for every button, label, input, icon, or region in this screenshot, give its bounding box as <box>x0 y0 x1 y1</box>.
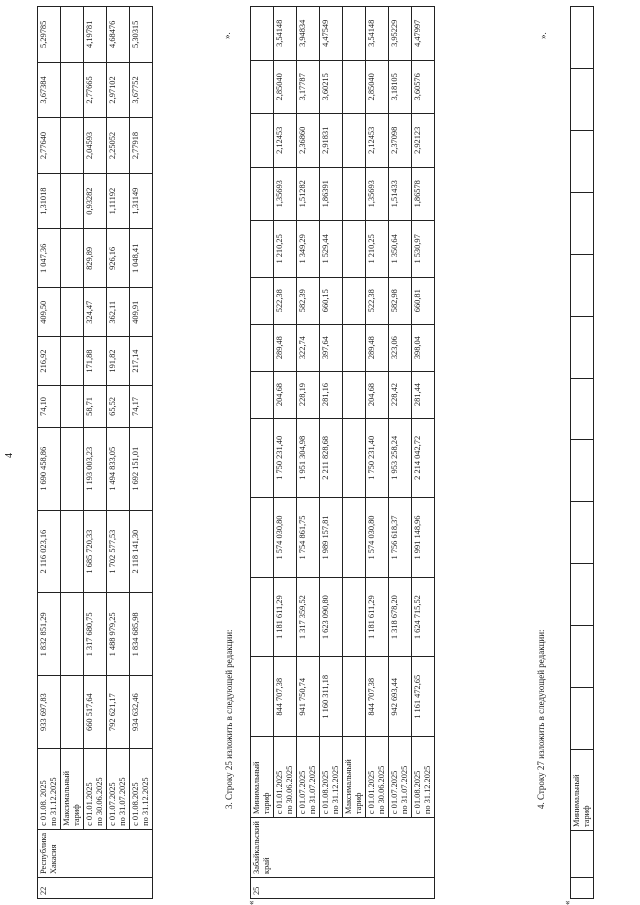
value-cell: 1,86578 <box>412 167 435 220</box>
value-cell: 1 702 577,53 <box>107 510 130 593</box>
value-cell: 4,68476 <box>107 7 130 63</box>
value-cell: 65,52 <box>107 385 130 427</box>
closing-quote: ». <box>538 32 548 39</box>
value-cell: 2,36860 <box>297 114 320 167</box>
period-cell: с 01.08.2025 по 31.12.2025 <box>130 748 153 829</box>
value-cell: 660 517,64 <box>84 676 107 749</box>
value-cell: 2,77665 <box>84 62 107 118</box>
value-cell: 228,19 <box>297 371 320 418</box>
value-cell: 3,60215 <box>320 60 343 113</box>
value-cell: 74,10 <box>38 385 61 427</box>
value-cell: 1 832 851,29 <box>38 593 61 676</box>
value-cell: 1 181 611,29 <box>274 577 297 657</box>
value-cell: 58,71 <box>84 385 107 427</box>
value-cell: 74,17 <box>130 385 153 427</box>
period-cell: с 01.07.2025 по 31.07.2025 <box>389 737 412 818</box>
value-cell: 1,51282 <box>297 167 320 220</box>
value-cell: 1 750 231,40 <box>366 418 389 498</box>
value-cell: 3,60576 <box>412 60 435 113</box>
value-cell: 1 161 472,65 <box>412 657 435 737</box>
value-cell: 1 160 311,18 <box>320 657 343 737</box>
value-cell: 1 317 359,52 <box>297 577 320 657</box>
value-cell: 933 697,83 <box>38 676 61 749</box>
value-cell: 1 529,44 <box>320 221 343 278</box>
value-cell: 1,35693 <box>274 167 297 220</box>
value-cell: 934 632,46 <box>130 676 153 749</box>
value-cell: 2,12453 <box>366 114 389 167</box>
period-cell: с 01.08.2025 по 31.12.2025 <box>412 737 435 818</box>
table-row <box>389 7 412 899</box>
value-cell: 3,95229 <box>389 7 412 61</box>
value-cell: 582,98 <box>389 277 412 324</box>
table-row <box>571 7 594 899</box>
period-cell: с 01.07.2025 по 31.07.2025 <box>297 737 320 818</box>
value-cell: 2 214 042,72 <box>412 418 435 498</box>
value-cell: 324,47 <box>84 288 107 337</box>
value-cell: 362,11 <box>107 288 130 337</box>
table-row <box>343 7 366 899</box>
period-cell: с 01.08.2025 по 31.12.2025 <box>320 737 343 818</box>
max-tariff-label: Максимальный тариф <box>61 748 84 829</box>
table-row <box>130 7 153 899</box>
value-cell: 1 317 680,75 <box>84 593 107 676</box>
table-row <box>251 7 274 899</box>
value-cell: 228,42 <box>389 371 412 418</box>
value-cell: 2,77918 <box>130 118 153 174</box>
period-cell: с 01.01.2025 по 30.06.2025 <box>84 748 107 829</box>
period-cell: с 01.07.2025 по 31.07.2025 <box>107 748 130 829</box>
value-cell: 1 494 833,05 <box>107 427 130 510</box>
value-cell: 322,74 <box>297 324 320 371</box>
value-cell: 1 530,97 <box>412 221 435 278</box>
value-cell: 2,91831 <box>320 114 343 167</box>
table-row <box>297 7 320 899</box>
page-number: 4 <box>4 453 15 458</box>
value-cell: 829,89 <box>84 229 107 288</box>
value-cell: 792 621,17 <box>107 676 130 749</box>
value-cell: 409,50 <box>38 288 61 337</box>
value-cell: 4,47997 <box>412 7 435 61</box>
region-name: Забайкальский край <box>251 818 435 878</box>
value-cell: 409,91 <box>130 288 153 337</box>
table-row <box>274 7 297 899</box>
value-cell: 3,67384 <box>38 62 61 118</box>
table-row22 <box>37 6 153 899</box>
value-cell: 1 210,25 <box>274 221 297 278</box>
value-cell: 2 116 023,16 <box>38 510 61 593</box>
value-cell: 1 750 231,40 <box>274 418 297 498</box>
closing-quote: ». <box>222 32 232 39</box>
value-cell: 1 692 151,01 <box>130 427 153 510</box>
value-cell: 1,31018 <box>38 173 61 229</box>
value-cell: 844 707,38 <box>366 657 389 737</box>
value-cell: 941 750,74 <box>297 657 320 737</box>
value-cell: 204,68 <box>274 371 297 418</box>
table-row25 <box>250 6 435 899</box>
table-row <box>38 7 61 899</box>
value-cell: 1 953 258,24 <box>389 418 412 498</box>
min-tariff-label: Минимальный тариф <box>251 737 274 818</box>
row-index: 25 <box>251 878 435 899</box>
value-cell: 397,64 <box>320 324 343 371</box>
value-cell: 5,30315 <box>130 7 153 63</box>
value-cell: 1 048,41 <box>130 229 153 288</box>
value-cell: 191,82 <box>107 337 130 386</box>
value-cell: 660,15 <box>320 277 343 324</box>
value-cell: 3,67752 <box>130 62 153 118</box>
value-cell: 3,54148 <box>274 7 297 61</box>
value-cell: 1,51433 <box>389 167 412 220</box>
value-cell: 4,19781 <box>84 7 107 63</box>
value-cell: 1 756 618,37 <box>389 498 412 578</box>
value-cell: 2,37098 <box>389 114 412 167</box>
value-cell: 1 350,64 <box>389 221 412 278</box>
row-index <box>571 878 594 899</box>
value-cell: 1 991 148,96 <box>412 498 435 578</box>
value-cell: 1 690 458,86 <box>38 427 61 510</box>
min-tariff-label: Минимальный тариф <box>571 750 594 831</box>
region-name: Республика Хакасия <box>38 829 153 877</box>
value-cell: 3,94834 <box>297 7 320 61</box>
table-row <box>107 7 130 899</box>
value-cell: 582,39 <box>297 277 320 324</box>
value-cell: 2 211 828,68 <box>320 418 343 498</box>
instruction-paragraph: 3. Строку 25 изложить в следующей редакции: <box>224 629 234 809</box>
value-cell: 281,16 <box>320 371 343 418</box>
row-index: 22 <box>38 878 153 899</box>
value-cell: 1 624 715,52 <box>412 577 435 657</box>
value-cell: 522,38 <box>366 277 389 324</box>
value-cell: 1 210,25 <box>366 221 389 278</box>
value-cell: 216,92 <box>38 337 61 386</box>
table-row <box>412 7 435 899</box>
value-cell: 1 685 720,33 <box>84 510 107 593</box>
opening-quote: « <box>562 900 572 905</box>
table-row <box>320 7 343 899</box>
value-cell: 1 193 003,23 <box>84 427 107 510</box>
value-cell: 1 318 678,20 <box>389 577 412 657</box>
value-cell: 1 488 979,25 <box>107 593 130 676</box>
value-cell: 522,38 <box>274 277 297 324</box>
value-cell: 2,12453 <box>274 114 297 167</box>
value-cell: 4,47549 <box>320 7 343 61</box>
instruction-paragraph: 4. Строку 27 изложить в следующей редакции: <box>536 629 546 809</box>
value-cell: 2,92123 <box>412 114 435 167</box>
table-row <box>61 7 84 899</box>
value-cell: 1,35693 <box>366 167 389 220</box>
value-cell: 926,16 <box>107 229 130 288</box>
value-cell: 289,48 <box>366 324 389 371</box>
value-cell: 3,18105 <box>389 60 412 113</box>
value-cell: 2,77640 <box>38 118 61 174</box>
value-cell: 1 834 685,98 <box>130 593 153 676</box>
value-cell: 204,68 <box>366 371 389 418</box>
opening-quote: « <box>246 900 256 905</box>
value-cell: 1 989 157,81 <box>320 498 343 578</box>
period-cell: с 01.01.2025 по 30.06.2025 <box>274 737 297 818</box>
value-cell: 2 118 141,30 <box>130 510 153 593</box>
value-cell: 660,81 <box>412 277 435 324</box>
value-cell: 281,44 <box>412 371 435 418</box>
value-cell: 0,93282 <box>84 173 107 229</box>
value-cell: 1,31149 <box>130 173 153 229</box>
value-cell: 171,88 <box>84 337 107 386</box>
value-cell: 1 754 861,75 <box>297 498 320 578</box>
value-cell: 2,04593 <box>84 118 107 174</box>
value-cell: 844 707,38 <box>274 657 297 737</box>
value-cell: 3,17787 <box>297 60 320 113</box>
value-cell: 2,85040 <box>274 60 297 113</box>
value-cell: 1,11192 <box>107 173 130 229</box>
value-cell: 1 623 090,80 <box>320 577 343 657</box>
value-cell: 942 693,44 <box>389 657 412 737</box>
value-cell: 2,97102 <box>107 62 130 118</box>
value-cell: 1 574 030,80 <box>274 498 297 578</box>
value-cell: 217,14 <box>130 337 153 386</box>
table-row <box>84 7 107 899</box>
value-cell: 289,48 <box>274 324 297 371</box>
value-cell: 2,85040 <box>366 60 389 113</box>
table-row <box>366 7 389 899</box>
value-cell: 1,86391 <box>320 167 343 220</box>
period-cell: с 01.08. 2025 по 31.12.2025 <box>38 748 61 829</box>
table-row27 <box>570 6 594 899</box>
value-cell: 1 951 304,98 <box>297 418 320 498</box>
max-tariff-label: Максимальный тариф <box>343 737 366 818</box>
value-cell: 1 047,36 <box>38 229 61 288</box>
value-cell: 5,29785 <box>38 7 61 63</box>
value-cell: 1 349,29 <box>297 221 320 278</box>
period-cell: с 01.01.2025 по 30.06.2025 <box>366 737 389 818</box>
value-cell: 1 181 611,29 <box>366 577 389 657</box>
value-cell: 1 574 030,80 <box>366 498 389 578</box>
value-cell: 398,04 <box>412 324 435 371</box>
region-name <box>571 831 594 878</box>
value-cell: 3,54148 <box>366 7 389 61</box>
value-cell: 2,25052 <box>107 118 130 174</box>
value-cell: 323,06 <box>389 324 412 371</box>
